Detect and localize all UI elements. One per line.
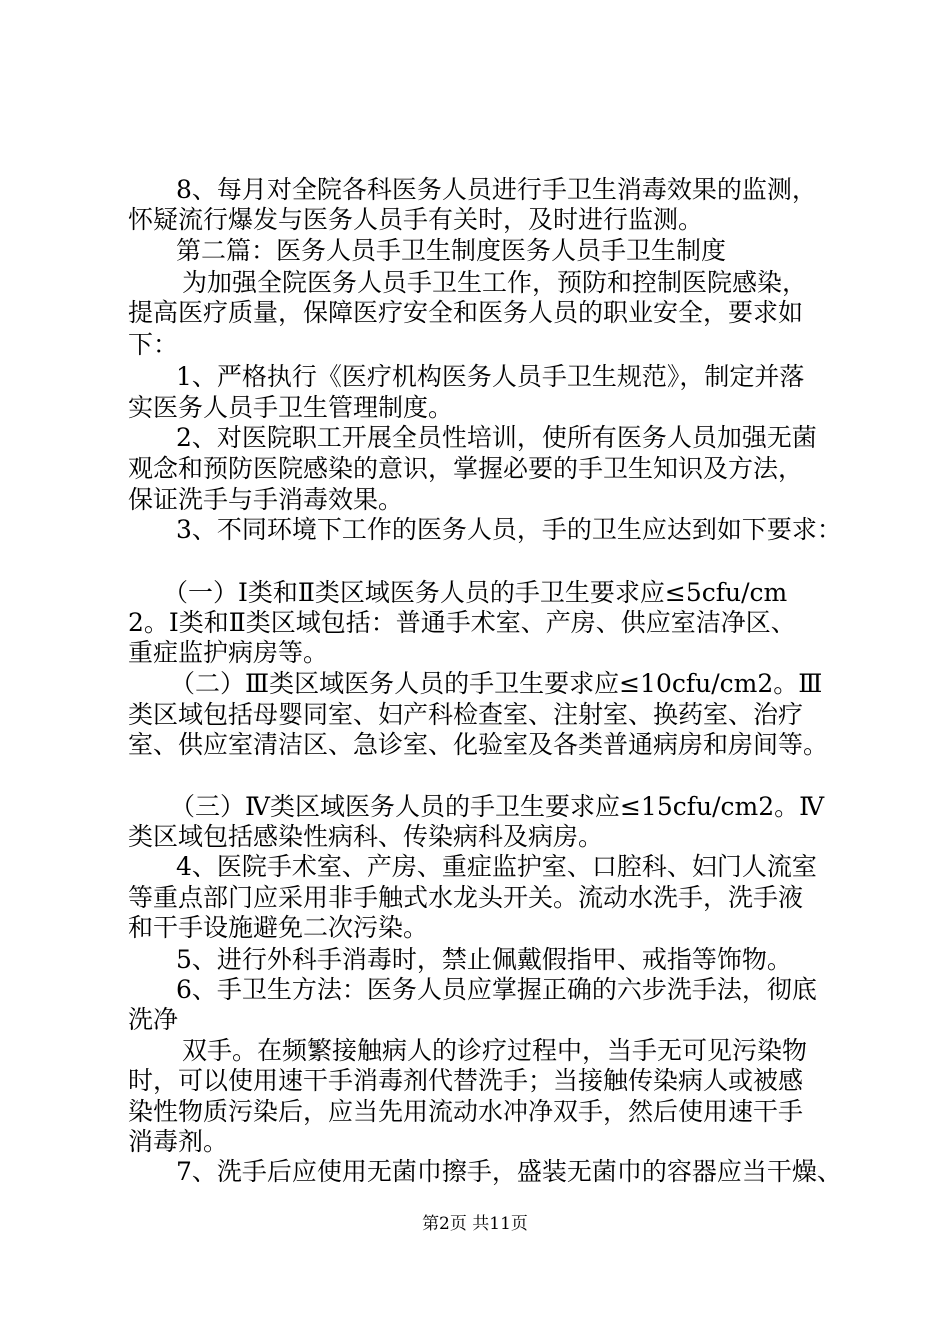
text-line-12: 3、不同环境下工作的医务人员，手的卫生应达到如下要求：	[176, 515, 842, 544]
text-line-29: 染性物质污染后，应当先用流动水冲净双手，然后使用速干手	[128, 1097, 804, 1126]
text-line-2: 怀疑流行爆发与医务人员手有关时，及时进行监测。	[128, 205, 704, 234]
text-line-14: 2。Ⅰ类和Ⅱ类区域包括：普通手术室、产房、供应室洁净区、	[128, 608, 796, 637]
text-line-18: 室、供应室清洁区、急诊室、化验室及各类普通病房和房间等。	[128, 730, 829, 759]
text-line-6: 下：	[128, 330, 179, 359]
text-line-7: 1、严格执行《医疗机构医务人员手卫生规范》，制定并落	[176, 362, 805, 391]
text-line-10: 观念和预防医院感染的意识，掌握必要的手卫生知识及方法，	[128, 454, 804, 483]
text-line-23: 和干手设施避免二次污染。	[128, 913, 429, 942]
text-line-8: 实医务人员手卫生管理制度。	[128, 393, 454, 422]
text-line-20: 类区域包括感染性病科、传染病科及病房。	[128, 822, 604, 851]
text-line-16: （二）Ⅲ类区域医务人员的手卫生要求应≤10cfu/cm2。Ⅲ	[170, 669, 823, 698]
section-title: 第二篇：医务人员手卫生制度医务人员手卫生制度	[176, 236, 727, 265]
text-line-30: 消毒剂。	[128, 1127, 229, 1156]
text-line-13: （一）Ⅰ类和Ⅱ类区域医务人员的手卫生要求应≤5cfu/cm	[163, 578, 788, 607]
text-line-21: 4、医院手术室、产房、重症监护室、口腔科、妇门人流室	[176, 852, 817, 881]
text-line-5: 提高医疗质量，保障医疗安全和医务人员的职业安全，要求如	[128, 298, 804, 327]
text-line-17: 类区域包括母婴同室、妇产科检查室、注射室、换药室、治疗	[128, 700, 804, 729]
text-line-28: 时，可以使用速干手消毒剂代替洗手；当接触传染病人或被感	[128, 1066, 804, 1095]
text-line-9: 2、对医院职工开展全员性培训，使所有医务人员加强无菌	[176, 423, 817, 452]
text-line-11: 保证洗手与手消毒效果。	[128, 485, 404, 514]
text-line-24: 5、进行外科手消毒时，禁止佩戴假指甲、戒指等饰物。	[176, 945, 792, 974]
page-number-footer: 第2页 共11页	[422, 1214, 528, 1234]
text-line-1: 8、每月对全院各科医务人员进行手卫生消毒效果的监测，	[176, 175, 817, 204]
text-line-19: （三）Ⅳ类区域医务人员的手卫生要求应≤15cfu/cm2。Ⅳ	[170, 792, 825, 821]
text-line-4: 为加强全院医务人员手卫生工作，预防和控制医院感染，	[182, 268, 808, 297]
text-line-25: 6、手卫生方法：医务人员应掌握正确的六步洗手法，彻底	[176, 975, 817, 1004]
text-line-15: 重症监护病房等。	[128, 638, 329, 667]
text-line-27: 双手。在频繁接触病人的诊疗过程中，当手无可见污染物	[182, 1036, 808, 1065]
text-line-22: 等重点部门应采用非手触式水龙头开关。流动水洗手，洗手液	[128, 883, 804, 912]
text-line-26: 洗净	[128, 1005, 179, 1034]
text-line-31: 7、洗手后应使用无菌巾擦手，盛装无菌巾的容器应当干燥、	[176, 1157, 842, 1186]
